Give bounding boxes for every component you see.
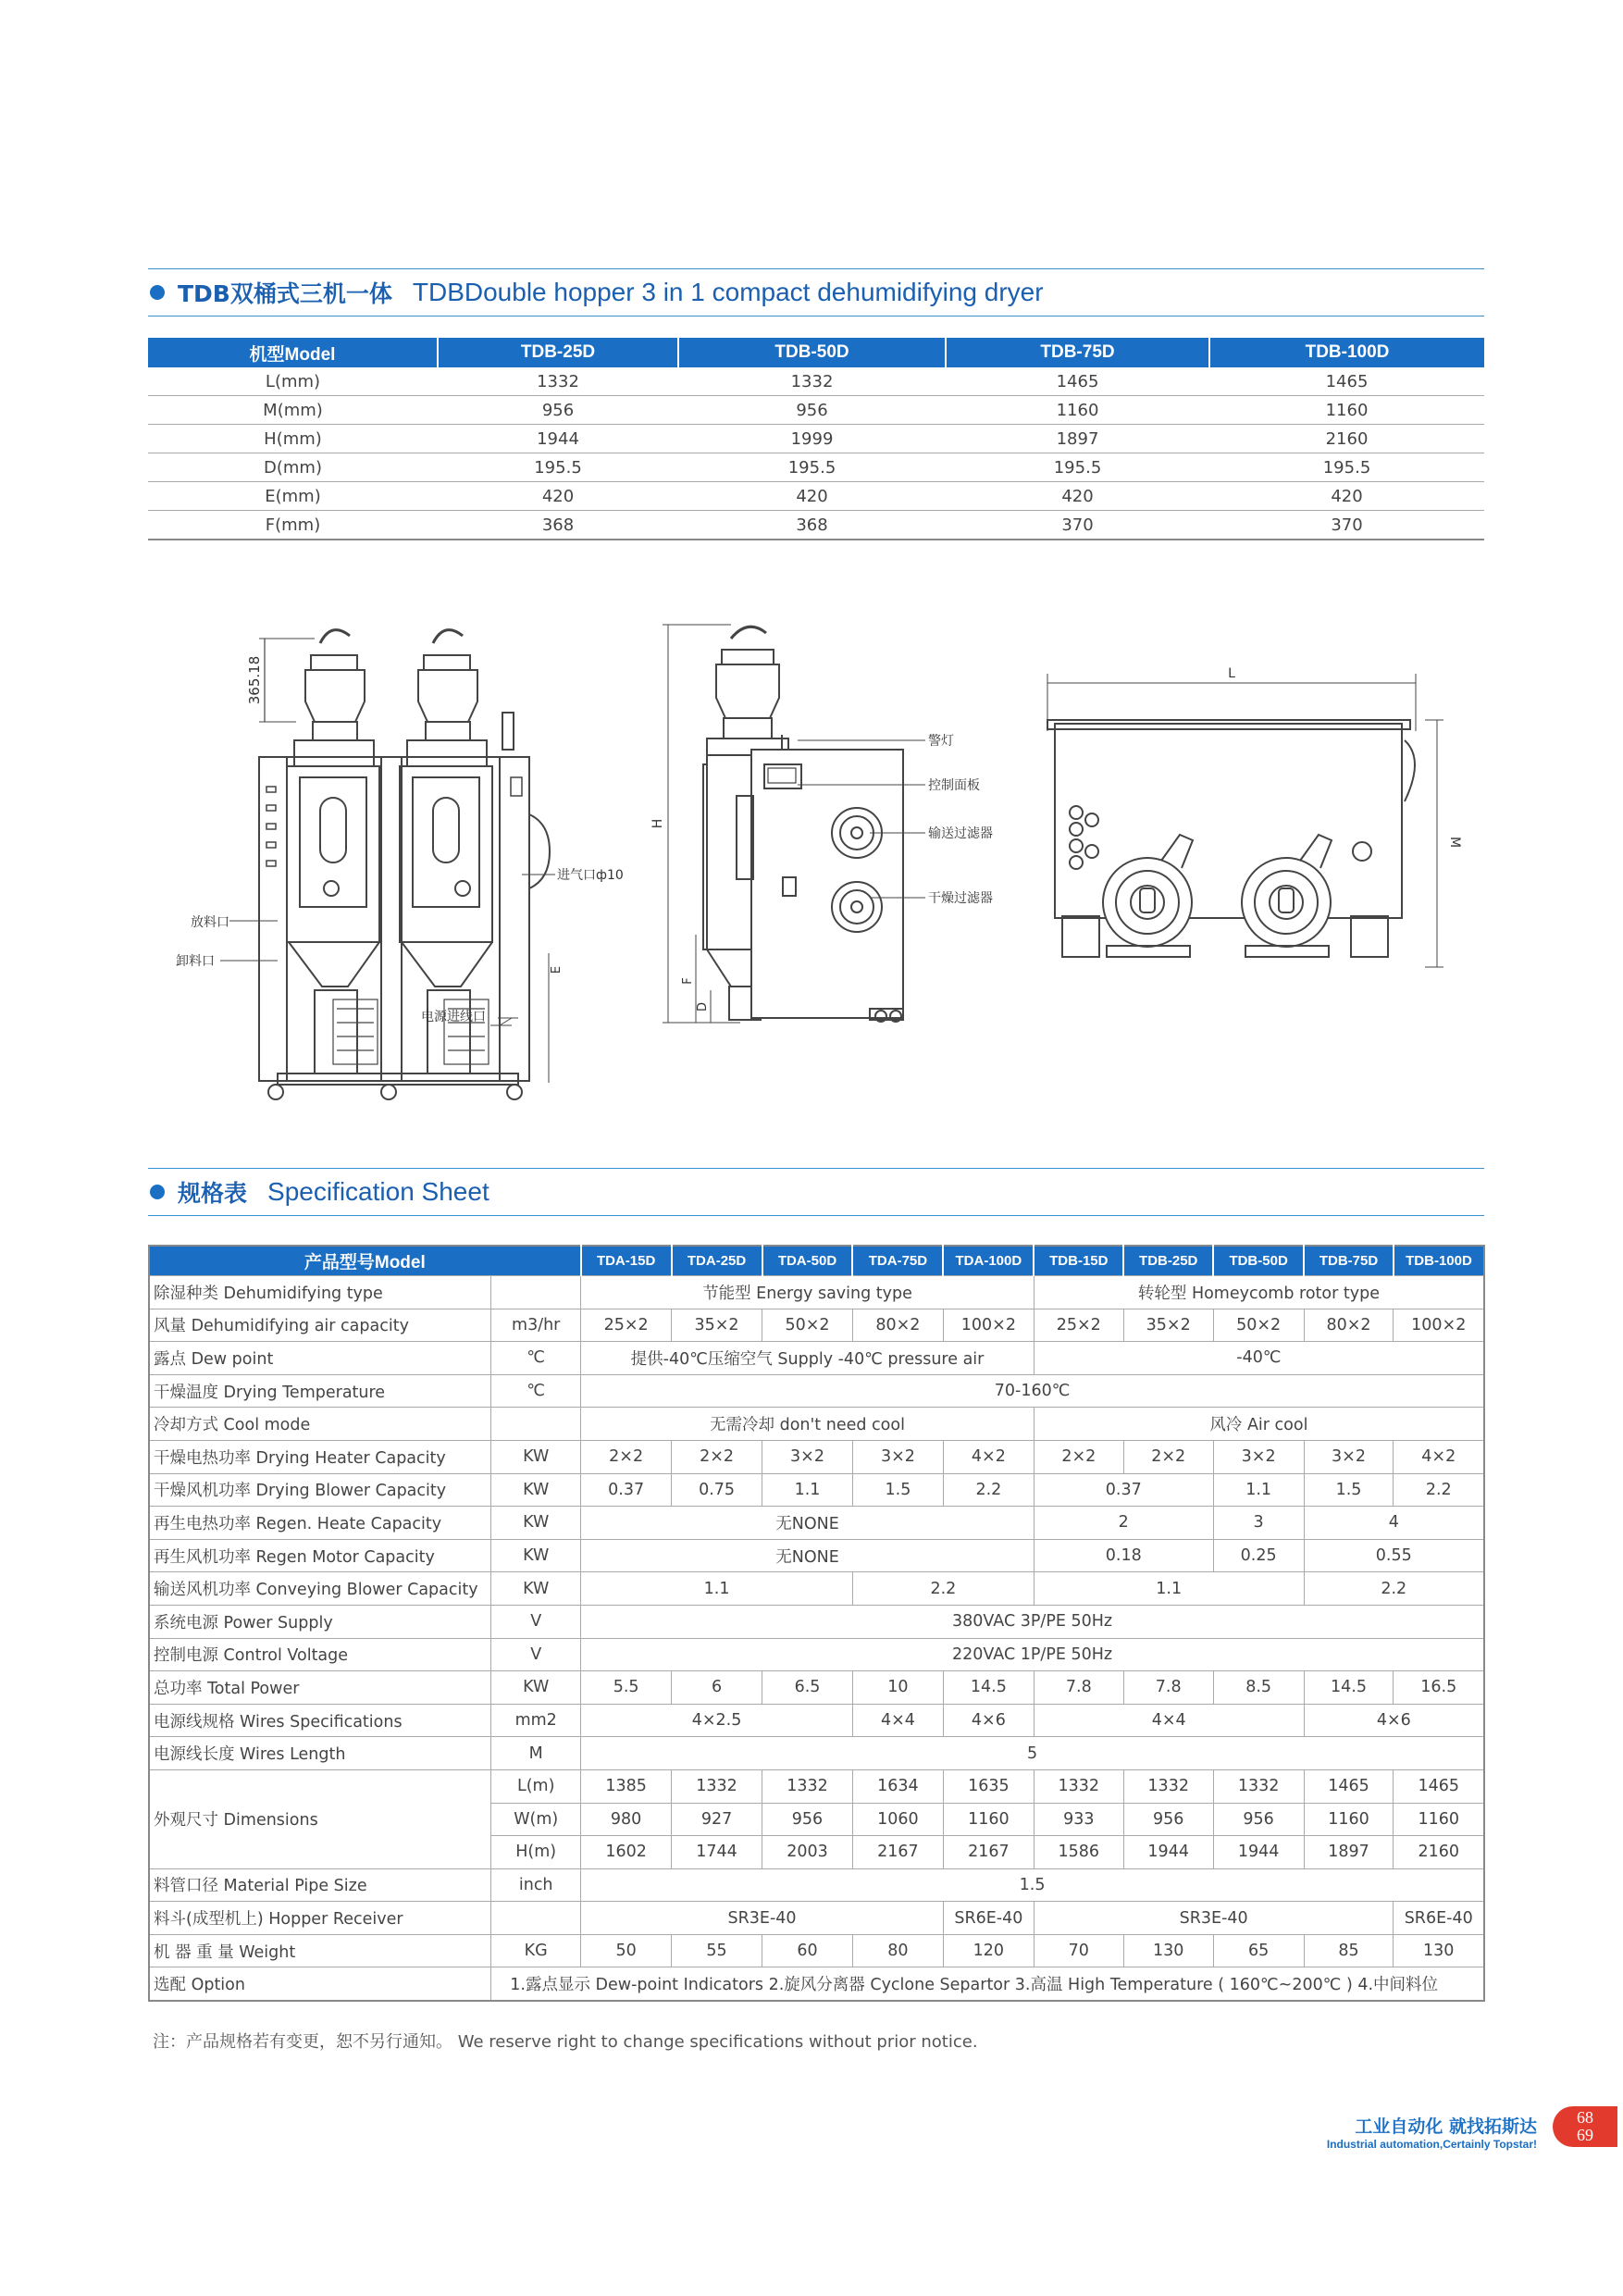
spec-header-cell: TDA-75D (852, 1246, 943, 1276)
unit-cell: W(m) (491, 1803, 581, 1836)
spec-header-cell: TDB-75D (1304, 1246, 1394, 1276)
page-number-b: 69 (1577, 2126, 1593, 2144)
value-cell: 节能型 Energy saving type (581, 1276, 1035, 1309)
dims-header-cell: 机型Model (148, 338, 438, 367)
value-cell: 55 (672, 1934, 762, 1967)
spec-row-total-power (149, 1671, 1484, 1705)
specification-table (148, 1245, 1485, 2002)
value-cell: 3×2 (852, 1440, 943, 1473)
value-cell: 1332 (1213, 1769, 1304, 1803)
row-label: 干燥风机功率 Drying Blower Capacity (149, 1473, 491, 1507)
value-cell: 1332 (1123, 1769, 1213, 1803)
spec-row-air-capacity (149, 1309, 1484, 1342)
value-cell: 4 (1304, 1507, 1484, 1540)
spec-header-row (149, 1246, 1484, 1276)
value-cell: 4×2 (943, 1440, 1034, 1473)
spec-row-dew-point (149, 1342, 1484, 1375)
value-cell: 1.露点显示 Dew-point Indicators 2.旋风分离器 Cyclone Separtor 3.高温 High Temperature ( 160℃~200℃ ) 4.中间料位 (491, 1967, 1484, 2001)
row-label: 总功率 Total Power (149, 1671, 491, 1705)
dims-header-cell: TDB-25D (438, 338, 678, 367)
unit-cell: V (491, 1605, 581, 1638)
value-cell: 4×6 (1304, 1704, 1484, 1737)
spec-row-dim-l (149, 1769, 1484, 1803)
value-cell: 1160 (1304, 1803, 1394, 1836)
dims-row-label: D(mm) (148, 453, 438, 482)
spec-row-regen-heat (149, 1507, 1484, 1540)
row-label: 干燥温度 Drying Temperature (149, 1374, 491, 1408)
label-unload-port: 卸料口 (176, 954, 215, 969)
value-cell: 14.5 (1304, 1671, 1394, 1705)
dims-row (148, 482, 1484, 511)
row-label: 干燥电热功率 Drying Heater Capacity (149, 1440, 491, 1473)
row-label: 露点 Dew point (149, 1342, 491, 1375)
value-cell: 7.8 (1034, 1671, 1123, 1705)
value-cell: 0.18 (1034, 1539, 1213, 1572)
row-label: 料斗(成型机上) Hopper Receiver (149, 1902, 491, 1935)
value-cell: 220VAC 1P/PE 50Hz (581, 1638, 1484, 1671)
value-cell: 25×2 (581, 1309, 672, 1342)
value-cell: 6.5 (762, 1671, 853, 1705)
unit-cell: KW (491, 1473, 581, 1507)
dims-value-cell: 368 (438, 511, 678, 540)
value-cell: 85 (1304, 1934, 1394, 1967)
unit-cell: KW (491, 1572, 581, 1606)
value-cell: 4×4 (852, 1704, 943, 1737)
value-cell: 35×2 (672, 1309, 762, 1342)
value-cell: 1897 (1304, 1836, 1394, 1869)
spec-row-wire-length (149, 1737, 1484, 1770)
dims-value-cell: 1332 (678, 367, 946, 396)
dim-label-m: M (1447, 836, 1462, 849)
value-cell: 980 (581, 1803, 672, 1836)
unit-cell: KW (491, 1440, 581, 1473)
section-header-tdb (148, 268, 1484, 316)
dims-header-cell: TDB-50D (678, 338, 946, 367)
value-cell: 1944 (1213, 1836, 1304, 1869)
value-cell: 1465 (1394, 1769, 1484, 1803)
value-cell: 1160 (943, 1803, 1034, 1836)
dims-header-cell: TDB-100D (1209, 338, 1484, 367)
dims-row-label: L(mm) (148, 367, 438, 396)
section-header-spec (148, 1168, 1484, 1216)
dims-value-cell: 1332 (438, 367, 678, 396)
value-cell: 100×2 (1394, 1309, 1484, 1342)
row-label: 电源线长度 Wires Length (149, 1737, 491, 1770)
value-cell: 1.1 (581, 1572, 853, 1606)
value-cell: 3×2 (1304, 1440, 1394, 1473)
unit-cell: KW (491, 1671, 581, 1705)
dims-row (148, 453, 1484, 482)
row-label: 风量 Dehumidifying air capacity (149, 1309, 491, 1342)
value-cell: 4×6 (943, 1704, 1034, 1737)
value-cell: 1634 (852, 1769, 943, 1803)
unit-cell: inch (491, 1868, 581, 1902)
dim-label-l: L (1228, 666, 1235, 681)
value-cell: 50×2 (762, 1309, 853, 1342)
dims-value-cell: 420 (1209, 482, 1484, 511)
value-cell: 1744 (672, 1836, 762, 1869)
value-cell: 5.5 (581, 1671, 672, 1705)
value-cell: 3 (1213, 1507, 1304, 1540)
spec-row-drying-temp (149, 1374, 1484, 1408)
value-cell: 10 (852, 1671, 943, 1705)
value-cell: 1.5 (1304, 1473, 1394, 1507)
value-cell: 2.2 (943, 1473, 1034, 1507)
value-cell: 2 (1034, 1507, 1213, 1540)
value-cell: 933 (1034, 1803, 1123, 1836)
dims-value-cell: 1465 (946, 367, 1209, 396)
value-cell: 无NONE (581, 1507, 1035, 1540)
dims-header-cell: TDB-75D (946, 338, 1209, 367)
label-warning-light: 警灯 (928, 734, 954, 749)
dims-row (148, 425, 1484, 453)
row-label: 再生电热功率 Regen. Heate Capacity (149, 1507, 491, 1540)
dims-row-label: M(mm) (148, 396, 438, 425)
spec-header-cell: TDA-15D (581, 1246, 672, 1276)
spec-row-regen-motor (149, 1539, 1484, 1572)
value-cell: 70 (1034, 1934, 1123, 1967)
value-cell: 4×2.5 (581, 1704, 853, 1737)
unit-cell: KW (491, 1507, 581, 1540)
side-view-drawing (650, 625, 925, 1023)
page-number-badge (1553, 2106, 1617, 2147)
unit-cell: ℃ (491, 1342, 581, 1375)
dims-value-cell: 195.5 (438, 453, 678, 482)
dim-label-d: D (696, 1001, 710, 1012)
dims-value-cell: 370 (946, 511, 1209, 540)
dims-value-cell: 956 (438, 396, 678, 425)
dims-value-cell: 1465 (1209, 367, 1484, 396)
row-label: 电源线规格 Wires Specifications (149, 1704, 491, 1737)
label-discharge-port: 放料口 (191, 915, 229, 930)
value-cell: 2167 (852, 1836, 943, 1869)
dim-label-e: E (550, 965, 564, 974)
dims-value-cell: 370 (1209, 511, 1484, 540)
value-cell: 25×2 (1034, 1309, 1123, 1342)
dims-value-cell: 195.5 (946, 453, 1209, 482)
section-title-en: Specification Sheet (267, 1177, 489, 1206)
row-label: 料管口径 Material Pipe Size (149, 1868, 491, 1902)
unit-cell: H(m) (491, 1836, 581, 1869)
unit-cell: L(m) (491, 1769, 581, 1803)
value-cell: 1944 (1123, 1836, 1213, 1869)
spec-header-cell: TDA-25D (672, 1246, 762, 1276)
dims-value-cell: 368 (678, 511, 946, 540)
spec-header-model: 产品型号Model (149, 1246, 581, 1276)
dims-row (148, 511, 1484, 540)
value-cell: 130 (1394, 1934, 1484, 1967)
value-cell: 380VAC 3P/PE 50Hz (581, 1605, 1484, 1638)
row-label: 机 器 重 量 Weight (149, 1934, 491, 1967)
unit-cell: M (491, 1737, 581, 1770)
value-cell: 80 (852, 1934, 943, 1967)
value-cell: 1060 (852, 1803, 943, 1836)
section-title-zh: 规格表 (178, 1180, 248, 1207)
label-power-inlet: 电源进线口 (421, 1010, 486, 1024)
value-cell: 80×2 (852, 1309, 943, 1342)
spec-row-wires (149, 1704, 1484, 1737)
value-cell: 956 (762, 1803, 853, 1836)
unit-cell: mm2 (491, 1704, 581, 1737)
dims-value-cell: 1160 (1209, 396, 1484, 425)
value-cell: 2×2 (1034, 1440, 1123, 1473)
page-number-a: 68 (1577, 2108, 1593, 2127)
dims-row (148, 367, 1484, 396)
top-view-drawing (1047, 666, 1462, 967)
section-title-zh: TDB双桶式三机一体 (178, 280, 392, 307)
value-cell: 1635 (943, 1769, 1034, 1803)
spec-row-heater (149, 1440, 1484, 1473)
spec-header-cell: TDA-100D (943, 1246, 1034, 1276)
value-cell: 80×2 (1304, 1309, 1394, 1342)
value-cell: 1332 (672, 1769, 762, 1803)
value-cell: 1385 (581, 1769, 672, 1803)
value-cell: 2×2 (581, 1440, 672, 1473)
value-cell: 70-160℃ (581, 1374, 1484, 1408)
value-cell: 100×2 (943, 1309, 1034, 1342)
dim-label-h: H (650, 818, 665, 829)
spec-header-cell: TDB-15D (1034, 1246, 1123, 1276)
value-cell: 1332 (762, 1769, 853, 1803)
unit-cell: KW (491, 1539, 581, 1572)
label-conveying-filter: 输送过滤器 (928, 826, 993, 841)
value-cell: 1586 (1034, 1836, 1123, 1869)
value-cell: 120 (943, 1934, 1034, 1967)
value-cell: 50 (581, 1934, 672, 1967)
dimensions-table (148, 338, 1484, 540)
value-cell: 2.2 (852, 1572, 1034, 1606)
value-cell: 35×2 (1123, 1309, 1213, 1342)
spec-row-pipe-size (149, 1868, 1484, 1902)
dims-value-cell: 420 (438, 482, 678, 511)
value-cell: 1.5 (581, 1868, 1484, 1902)
unit-cell: m3/hr (491, 1309, 581, 1342)
value-cell: 8.5 (1213, 1671, 1304, 1705)
label-drying-filter: 干燥过滤器 (928, 891, 993, 906)
footer-slogan-zh: 工业自动化 就找拓斯达 (1355, 2116, 1537, 2137)
row-label: 控制电源 Control Voltage (149, 1638, 491, 1671)
value-cell: 1602 (581, 1836, 672, 1869)
value-cell: 2×2 (672, 1440, 762, 1473)
value-cell: 0.55 (1304, 1539, 1484, 1572)
spec-row-dehum-type (149, 1276, 1484, 1309)
row-label: 外观尺寸 Dimensions (149, 1769, 491, 1868)
row-label: 输送风机功率 Conveying Blower Capacity (149, 1572, 491, 1606)
dims-value-cell: 1999 (678, 425, 946, 453)
value-cell: 0.37 (581, 1473, 672, 1507)
dims-value-cell: 956 (678, 396, 946, 425)
value-cell: SR3E-40 (581, 1902, 944, 1935)
value-cell: 1160 (1394, 1803, 1484, 1836)
value-cell: SR6E-40 (943, 1902, 1034, 1935)
dims-row-label: F(mm) (148, 511, 438, 540)
value-cell: 130 (1123, 1934, 1213, 1967)
bullet-icon (150, 285, 165, 300)
dims-row-label: E(mm) (148, 482, 438, 511)
spec-row-power-supply (149, 1605, 1484, 1638)
value-cell: 50×2 (1213, 1309, 1304, 1342)
label-control-panel: 控制面板 (928, 778, 980, 793)
value-cell: 1332 (1034, 1769, 1123, 1803)
dim-label-365: 365.18 (246, 655, 263, 705)
row-label: 再生风机功率 Regen Motor Capacity (149, 1539, 491, 1572)
unit-cell (491, 1276, 581, 1309)
value-cell: 1465 (1304, 1769, 1394, 1803)
spec-row-control-voltage (149, 1638, 1484, 1671)
value-cell: 60 (762, 1934, 853, 1967)
value-cell: 1.1 (762, 1473, 853, 1507)
spec-header-cell: TDB-25D (1123, 1246, 1213, 1276)
value-cell: 2160 (1394, 1836, 1484, 1869)
unit-cell (491, 1902, 581, 1935)
value-cell: 6 (672, 1671, 762, 1705)
value-cell: 14.5 (943, 1671, 1034, 1705)
dims-value-cell: 1944 (438, 425, 678, 453)
value-cell: 65 (1213, 1934, 1304, 1967)
value-cell: 4×2 (1394, 1440, 1484, 1473)
value-cell: 956 (1123, 1803, 1213, 1836)
dims-value-cell: 2160 (1209, 425, 1484, 453)
dims-value-cell: 195.5 (678, 453, 946, 482)
dim-label-f: F (681, 977, 695, 985)
label-air-inlet: 进气口ф10 (557, 868, 624, 883)
unit-cell: V (491, 1638, 581, 1671)
value-cell: 0.75 (672, 1473, 762, 1507)
spec-header-cell: TDA-50D (762, 1246, 853, 1276)
value-cell: 4×4 (1034, 1704, 1304, 1737)
dims-row (148, 396, 1484, 425)
value-cell: 2×2 (1123, 1440, 1213, 1473)
dims-value-cell: 195.5 (1209, 453, 1484, 482)
bullet-icon (150, 1185, 165, 1199)
value-cell: 无需冷却 don't need cool (581, 1408, 1035, 1441)
footnote: 注：产品规格若有变更，恕不另行通知。 We reserve right to change specifications without prior notice. (153, 2032, 978, 2052)
value-cell: 2.2 (1394, 1473, 1484, 1507)
unit-cell: KG (491, 1934, 581, 1967)
spec-row-blower (149, 1473, 1484, 1507)
spec-row-option (149, 1967, 1484, 2001)
spec-row-weight (149, 1934, 1484, 1967)
value-cell: 1.1 (1034, 1572, 1304, 1606)
value-cell: 0.37 (1034, 1473, 1213, 1507)
value-cell: 7.8 (1123, 1671, 1213, 1705)
dims-row-label: H(mm) (148, 425, 438, 453)
value-cell: 1.1 (1213, 1473, 1304, 1507)
row-label: 除湿种类 Dehumidifying type (149, 1276, 491, 1309)
value-cell: 2167 (943, 1836, 1034, 1869)
value-cell: 3×2 (762, 1440, 853, 1473)
value-cell: 1.5 (852, 1473, 943, 1507)
value-cell: 风冷 Air cool (1034, 1408, 1484, 1441)
value-cell: SR6E-40 (1394, 1902, 1484, 1935)
value-cell: 提供-40℃压缩空气 Supply -40℃ pressure air (581, 1342, 1035, 1375)
value-cell: 无NONE (581, 1539, 1035, 1572)
unit-cell (491, 1408, 581, 1441)
value-cell: SR3E-40 (1034, 1902, 1394, 1935)
row-label: 冷却方式 Cool mode (149, 1408, 491, 1441)
value-cell: -40℃ (1034, 1342, 1484, 1375)
value-cell: 0.25 (1213, 1539, 1304, 1572)
dims-value-cell: 1897 (946, 425, 1209, 453)
spec-header-cell: TDB-100D (1394, 1246, 1484, 1276)
value-cell: 927 (672, 1803, 762, 1836)
value-cell: 2.2 (1304, 1572, 1484, 1606)
row-label: 系统电源 Power Supply (149, 1605, 491, 1638)
footer-slogan (1327, 2113, 1537, 2151)
spec-row-hopper (149, 1902, 1484, 1935)
unit-cell: ℃ (491, 1374, 581, 1408)
value-cell: 5 (581, 1737, 1484, 1770)
value-cell: 16.5 (1394, 1671, 1484, 1705)
spec-row-cool-mode (149, 1408, 1484, 1441)
dims-value-cell: 1160 (946, 396, 1209, 425)
value-cell: 转轮型 Homeycomb rotor type (1034, 1276, 1484, 1309)
spec-row-conveying (149, 1572, 1484, 1606)
value-cell: 956 (1213, 1803, 1304, 1836)
dims-value-cell: 420 (678, 482, 946, 511)
value-cell: 2003 (762, 1836, 853, 1869)
dims-value-cell: 420 (946, 482, 1209, 511)
section-title-en: TDBDouble hopper 3 in 1 compact dehumidifying dryer (412, 278, 1044, 306)
value-cell: 3×2 (1213, 1440, 1304, 1473)
row-label: 选配 Option (149, 1967, 491, 2001)
spec-header-cell: TDB-50D (1213, 1246, 1304, 1276)
front-view-drawing (220, 630, 564, 1099)
footer-slogan-en: Industrial automation,Certainly Topstar! (1326, 2138, 1537, 2151)
